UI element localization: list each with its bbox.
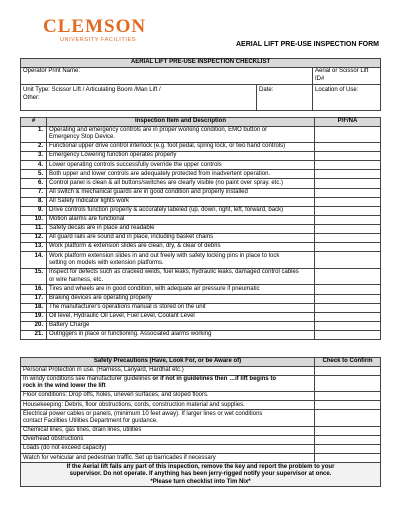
table-row [21,285,381,294]
inspection-items-table [20,117,381,340]
other-label: Other: [23,94,40,101]
checklist-info-table [20,58,381,111]
item-description-line: Both upper and lower controls are adequately protected from inadvertent operation. [49,170,271,177]
table-row [21,206,381,215]
item-description-line: Work platform extension slides in and out freely with safety locking pins in place to lock [49,252,280,259]
pfna-cell[interactable] [315,143,381,152]
lift-id-field[interactable]: Aerial or Scissor Lift ID# [313,67,381,84]
item-description [47,252,315,269]
item-description-line: Operating and emergency controls are in proper working condition, EMO button or [49,126,268,133]
form-title: AERIAL LIFT PRE-USE INSPECTION FORM [236,41,379,48]
pfna-cell[interactable] [315,170,381,179]
item-description-line: or wire harness, etc. [49,276,104,283]
item-description-line: Oil level, Hydraulic Oil Level, Fuel Level, Coolant Level [49,312,195,319]
precaution-line: Overhead obstructions [23,436,84,443]
pfna-cell[interactable] [315,330,381,339]
table-row [21,215,381,224]
item-description [47,268,315,285]
col-pfna-header: P/F/NA [315,118,381,127]
check-confirm-cell[interactable] [315,410,381,427]
date-label: Date: [259,87,274,93]
precaution-text [21,436,315,445]
pfna-cell[interactable] [315,215,381,224]
item-description [47,179,315,188]
pfna-cell[interactable] [315,294,381,303]
clemson-logo [43,18,153,43]
item-description [47,330,315,339]
item-description [47,143,315,152]
precaution-text [21,392,315,401]
failure-warning-line1: If the Aerial lift fails any part of this inspection, remove the key and report the problem to your [66,463,335,470]
item-description [47,243,315,252]
item-description-line: Motion alarms are functional [49,216,125,223]
unit-type-field[interactable] [21,84,257,110]
item-number: 5. [21,170,47,179]
table-row [21,268,381,285]
table-row [21,330,381,339]
table-row [21,436,381,445]
item-description-line: All Safety Indicator lights work [49,197,130,204]
turn-in-note: *Please turn checklist into Tim Nix* [150,478,251,485]
item-number: 12. [21,234,47,243]
item-number: 11. [21,224,47,233]
item-description-line: The manufacturer's operations manual is stored on the unit [49,303,206,310]
check-confirm-cell[interactable] [315,426,381,435]
safety-precautions-table [20,357,381,487]
table-row [21,243,381,252]
pfna-cell[interactable] [315,252,381,269]
col-item-header: Inspection Item and Description [47,118,315,127]
pfna-cell[interactable] [315,126,381,143]
table-row [21,375,381,392]
item-description [47,224,315,233]
precaution-line: Personal Protection in use. (Harness, Lanyard, Hardhat etc.) [23,366,184,373]
check-confirm-cell[interactable] [315,392,381,401]
table-row [21,170,381,179]
precaution-bold: or if not in guidelines then …if lift begins to [152,375,277,382]
item-number: 17. [21,294,47,303]
item-description [47,285,315,294]
item-number: 14. [21,252,47,269]
table-row [21,303,381,312]
table-row [21,126,381,143]
item-description-line: Braking devices are operating properly [49,294,152,301]
table-row [21,152,381,161]
pfna-cell[interactable] [315,188,381,197]
item-number: 7. [21,188,47,197]
item-description-line: Safety decals are in place and readable [49,225,155,232]
item-description [47,170,315,179]
precaution-text [21,445,315,454]
item-description-line: Inspect for defects such as cracked welds, fuel leaks, hydraulic leaks, damaged control cables [49,269,299,276]
item-description [47,294,315,303]
precaution-text [21,410,315,427]
precaution-line: Watch for vehicular and pedestrian traffic. Set up barricades if necessary [23,454,216,461]
item-description-line: Lower operating controls successfully override the upper controls [49,161,222,168]
check-confirm-cell[interactable] [315,436,381,445]
precaution-text [21,401,315,410]
item-number: 8. [21,197,47,206]
table-row [21,392,381,401]
table-row [21,197,381,206]
failure-warning-line2: supervisor. Do not operate. If anything has been jerry-rigged notify your supervisor at once. [69,471,332,478]
table-row [21,188,381,197]
precaution-line: Chemical lines, gas lines, drain lines, utilities [23,427,142,434]
item-description-line: Emergency Lowering function operates properly [49,152,177,159]
item-description-line: Drive controls function properly & accurately labeled (up, down, right, left, forward, back) [49,207,284,214]
item-description-line: Work platform & extension slides are clean, dry, & clear of debris [49,243,221,250]
table-row [21,161,381,170]
item-description [47,126,315,143]
check-confirm-cell[interactable] [315,454,381,463]
item-number: 13. [21,243,47,252]
pfna-cell[interactable] [315,161,381,170]
pfna-cell[interactable] [315,243,381,252]
item-description [47,303,315,312]
pfna-cell[interactable] [315,206,381,215]
item-description [47,206,315,215]
pfna-cell[interactable] [315,285,381,294]
item-number: 2. [21,143,47,152]
precaution-line2: contact Facilities Utilities Department for guidance. [23,418,158,425]
item-number: 9. [21,206,47,215]
check-confirm-cell[interactable] [315,366,381,375]
table-row [21,366,381,375]
item-description [47,215,315,224]
col-precautions-header: Safety Precautions (Have, Look For, or be Aware of) [21,358,315,367]
item-description-line: Control panel is clean & all buttons/switches are clearly visible (no paint over spray. etc.) [49,179,283,186]
table-row [21,143,381,152]
item-number: 16. [21,285,47,294]
pfna-cell[interactable] [315,268,381,285]
col-number-header: # [21,118,47,127]
item-description-line: Emergency Stop Device. [49,134,116,141]
item-number: 6. [21,179,47,188]
item-description [47,312,315,321]
checklist-band: AERIAL LIFT PRE-USE INSPECTION CHECKLIST [21,59,381,68]
item-number: 21. [21,330,47,339]
pfna-cell[interactable] [315,152,381,161]
date-field[interactable] [257,84,313,110]
precaution-line: Loads (do not exceed capacity) [23,445,107,452]
table-row [21,224,381,233]
item-number: 18. [21,303,47,312]
item-number: 19. [21,312,47,321]
table-row [21,312,381,321]
item-description-line: setting on models with extension platforms. [49,260,164,267]
item-description [47,197,315,206]
item-number: 4. [21,161,47,170]
item-description-line: All guard rails are sound and in place, including basket chains [49,234,214,241]
col-check-header: Check to Confirm [315,358,381,367]
precaution-line: In windy conditions see manufacturer guidelines [23,375,153,382]
table-row [21,445,381,454]
table-row [21,410,381,427]
item-number: 15. [21,268,47,285]
table-row [21,179,381,188]
precaution-text [21,426,315,435]
check-confirm-cell[interactable] [315,375,381,392]
logo-text: CLEMSON [43,16,147,37]
pfna-cell[interactable] [315,234,381,243]
location-label: Location of Use: [315,87,359,93]
precaution-line: Housekeeping: Debris, floor obstructions, cords, construction material and supplies. [23,401,245,408]
item-description-line: All switch & mechanical guards are in good condition and properly installed [49,188,248,195]
logo-subtext: UNIVERSITY FACILITIES [59,37,137,43]
table-row [21,426,381,435]
precaution-text [21,366,315,375]
item-number: 10. [21,215,47,224]
precaution-text [21,375,315,392]
table-row [21,294,381,303]
item-description-line: Tires and wheels are in good condition, with adequate air pressure if pneumatic [49,285,260,292]
check-confirm-cell[interactable] [315,445,381,454]
precaution-line: Electrical power cables or panels, (minimum 10 feet away). If larger lines or wet conditions [23,410,263,417]
precaution-line: Floor conditions: Drop offs, holes, uneven surfaces, and sloped floors. [23,392,209,399]
table-row [21,234,381,243]
failure-warning [21,463,381,487]
item-number: 20. [21,321,47,330]
table-row [21,454,381,463]
item-description [47,152,315,161]
pfna-cell[interactable] [315,224,381,233]
check-confirm-cell[interactable] [315,401,381,410]
operator-name-field[interactable]: Operator Print Name: [21,67,313,84]
pfna-cell[interactable] [315,179,381,188]
item-description [47,188,315,197]
item-description [47,161,315,170]
item-description [47,234,315,243]
table-row [21,321,381,330]
item-description-line: Battery Charge [49,322,90,329]
item-number: 3. [21,152,47,161]
pfna-cell[interactable] [315,303,381,312]
item-description-line: Functional upper drive control interlock (e.g. foot pedal, spring lock, or two hand controls) [49,143,286,150]
pfna-cell[interactable] [315,312,381,321]
precaution-bold-line2: rock in the wind lower the lift [23,383,106,390]
table-row [21,252,381,269]
item-description-line: Outriggers in place or functioning. Associated alarms working [49,331,212,338]
item-number: 1. [21,126,47,143]
item-description [47,321,315,330]
table-row [21,401,381,410]
precaution-text [21,454,315,463]
pfna-cell[interactable] [315,321,381,330]
pfna-cell[interactable] [315,197,381,206]
unit-type-label: Unit Type: Scissor Lift / Articulating Boom /Man Lift / [23,87,161,93]
location-field[interactable] [313,84,381,110]
